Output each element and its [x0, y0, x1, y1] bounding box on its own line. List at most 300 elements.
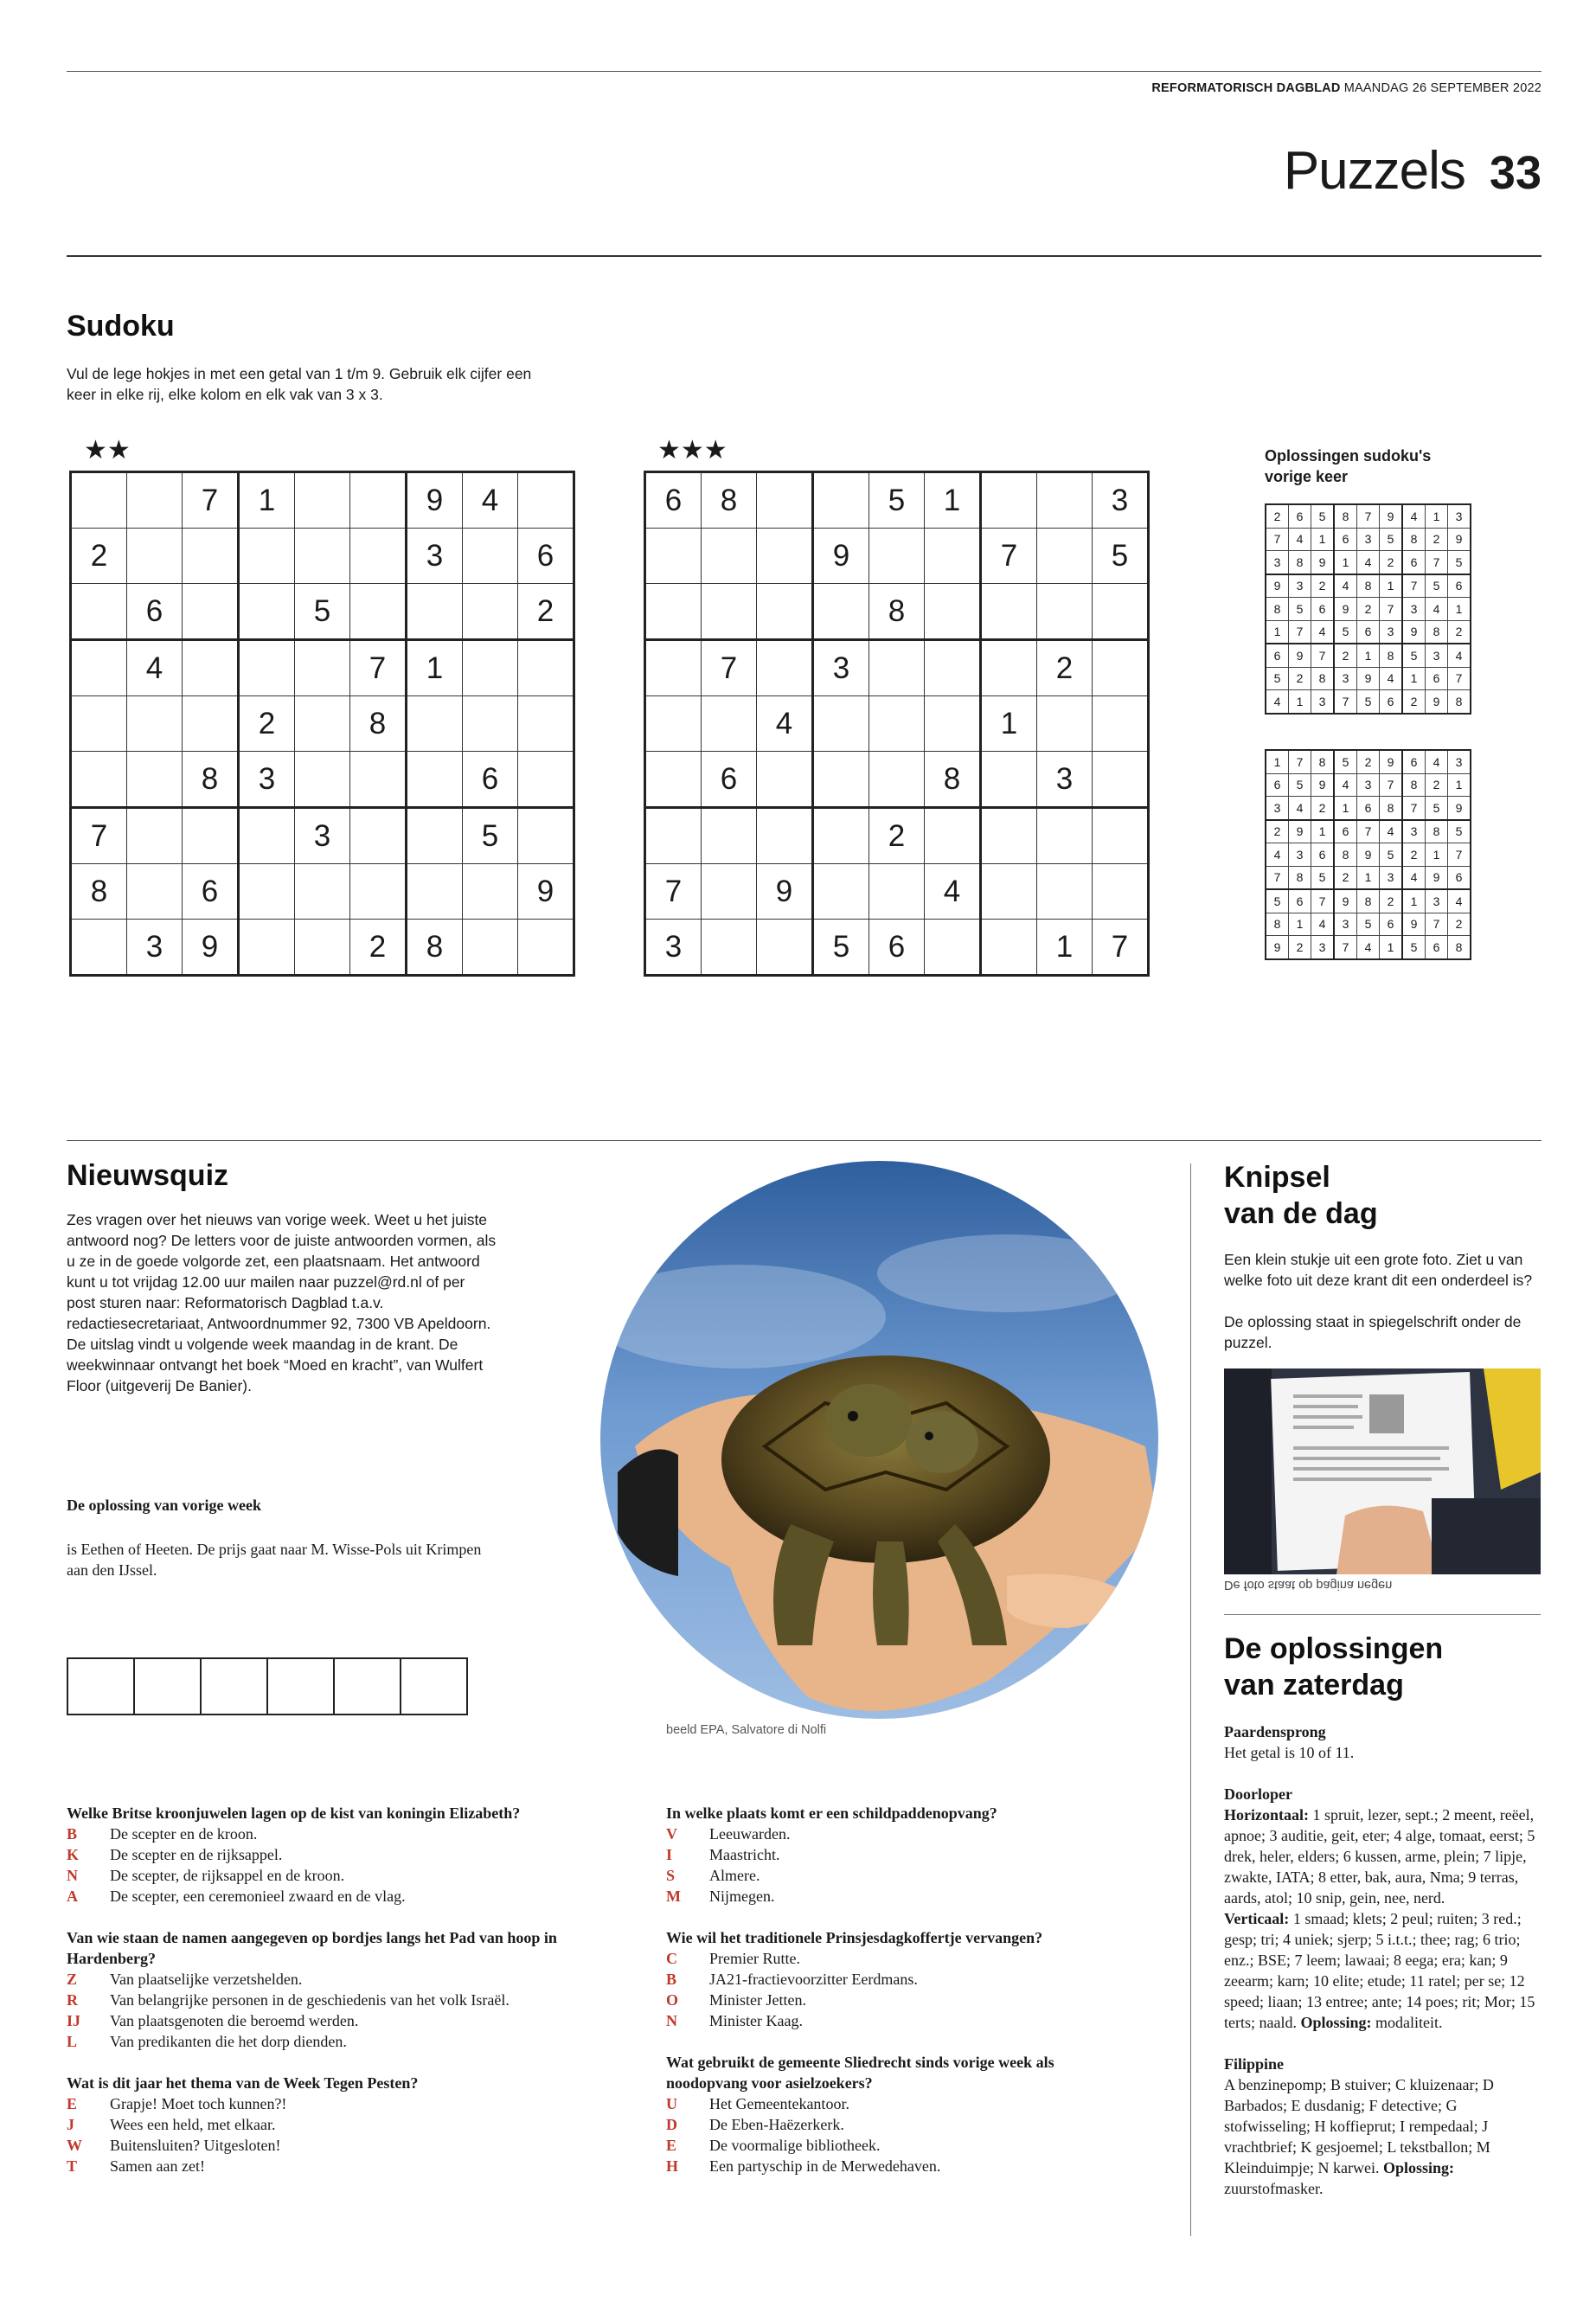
quiz-question — [666, 2052, 1090, 2176]
answer-option[interactable] — [67, 1990, 603, 2010]
sudoku-cell[interactable] — [518, 696, 574, 752]
sudoku-cell: 1 — [1357, 866, 1380, 889]
sudoku-cell[interactable] — [127, 696, 183, 752]
filippine-body — [1224, 2074, 1544, 2199]
sudoku-cell[interactable] — [127, 864, 183, 920]
sudoku-row — [1266, 750, 1471, 773]
sudoku-cell[interactable] — [925, 529, 981, 584]
sudoku-cell: 6 — [127, 584, 183, 640]
sudoku-cell[interactable] — [350, 529, 407, 584]
sudoku-cell: 4 — [1426, 598, 1448, 621]
filippine-text: A benzinepomp; B stuiver; C kluizenaar; D Barbados; E dusdanig; F detective; G stofwisseling; H koffieprut; I rempedaal; J vrachtbrief; K gesjoemel; L tekstballon; M Kleinduimpje; N karwei. — [1224, 2076, 1494, 2176]
sudoku-cell: 2 — [1426, 528, 1448, 551]
answer-option[interactable] — [67, 2093, 603, 2114]
sudoku-cell[interactable] — [183, 584, 239, 640]
sudoku-cell[interactable] — [1093, 696, 1149, 752]
option-letter: B — [666, 1971, 677, 1988]
sudoku-cell[interactable] — [645, 640, 702, 696]
sudoku-cell[interactable] — [71, 752, 127, 808]
sudoku-cell: 6 — [1402, 750, 1426, 773]
sudoku-cell[interactable] — [981, 752, 1037, 808]
answer-option[interactable] — [666, 1990, 1090, 2010]
sudoku-cell[interactable] — [71, 640, 127, 696]
sudoku-cell: 7 — [1426, 913, 1448, 936]
paardensprong-text: Het getal is 10 of 11. — [1224, 1744, 1355, 1761]
sudoku-cell[interactable] — [1037, 864, 1093, 920]
sudoku-cell[interactable] — [350, 472, 407, 529]
answer-option[interactable] — [666, 2156, 1090, 2176]
sudoku-cell: 1 — [1357, 644, 1380, 667]
sudoku-cell[interactable] — [645, 696, 702, 752]
sudoku-cell[interactable] — [981, 584, 1037, 640]
sudoku-cell[interactable] — [239, 640, 295, 696]
sudoku-cell: 9 — [1380, 750, 1403, 773]
sudoku-cell[interactable] — [1093, 584, 1149, 640]
sudoku-row — [645, 808, 1149, 864]
sudoku-cell: 1 — [1289, 690, 1311, 714]
sudoku-cell[interactable] — [813, 808, 869, 864]
sudoku-cell: 8 — [350, 696, 407, 752]
sudoku-cell: 2 — [1037, 640, 1093, 696]
question-text: Welke Britse kroonjuwelen lagen op de kist van koningin Elizabeth? — [67, 1804, 521, 1822]
sudoku-cell: 5 — [869, 472, 925, 529]
sudoku-cell[interactable] — [1037, 584, 1093, 640]
page-number: 33 — [1489, 147, 1542, 199]
sudoku-cell: 3 — [127, 920, 183, 976]
answer-option[interactable] — [666, 1886, 1090, 1907]
sudoku-cell: 1 — [925, 472, 981, 529]
sudoku-cell[interactable] — [463, 696, 518, 752]
sudoku-cell[interactable] — [71, 696, 127, 752]
sudoku-cell[interactable] — [463, 920, 518, 976]
sudoku-cell[interactable] — [869, 529, 925, 584]
sudoku-row — [71, 472, 574, 529]
sudoku-cell[interactable] — [518, 752, 574, 808]
sudoku-cell[interactable] — [757, 472, 813, 529]
sudoku-cell: 9 — [1448, 528, 1471, 551]
sudoku-cell: 2 — [1448, 620, 1471, 644]
answer-option[interactable] — [67, 2135, 603, 2156]
answer-box[interactable] — [200, 1657, 268, 1715]
sudoku-cell[interactable] — [295, 529, 350, 584]
sudoku-cell: 3 — [1311, 936, 1335, 959]
option-letter: S — [666, 1867, 676, 1884]
sudoku-cell[interactable] — [463, 864, 518, 920]
sudoku-cell: 3 — [1266, 797, 1289, 820]
answer-option[interactable] — [67, 2031, 603, 2052]
sudoku-cell[interactable] — [757, 529, 813, 584]
answer-option[interactable] — [666, 2093, 1090, 2114]
sudoku-cell: 9 — [1380, 504, 1403, 528]
sudoku-cell[interactable] — [645, 584, 702, 640]
sudoku-cell[interactable] — [757, 640, 813, 696]
sudoku-cell[interactable] — [71, 472, 127, 529]
sudoku-cell[interactable] — [813, 472, 869, 529]
sudoku-cell[interactable] — [981, 808, 1037, 864]
sudoku-cell: 9 — [1426, 690, 1448, 714]
section-name: Puzzels — [1283, 141, 1465, 201]
quiz-questions-left — [67, 1803, 603, 2197]
sudoku-cell[interactable] — [757, 584, 813, 640]
sudoku-cell[interactable] — [757, 808, 813, 864]
sudoku-cell[interactable] — [350, 864, 407, 920]
sudoku-cell[interactable] — [702, 864, 757, 920]
answer-option[interactable] — [67, 1969, 603, 1990]
sudoku-cell[interactable] — [295, 752, 350, 808]
sudoku-cell[interactable] — [702, 808, 757, 864]
sudoku-cell[interactable] — [981, 920, 1037, 976]
sudoku-cell: 6 — [1448, 574, 1471, 598]
sudoku-cell: 9 — [1311, 773, 1335, 797]
option-letter: K — [67, 1846, 80, 1863]
sudoku-cell[interactable] — [127, 529, 183, 584]
sudoku-cell: 6 — [1289, 504, 1311, 528]
sudoku-cell[interactable] — [407, 752, 463, 808]
sudoku-cell[interactable] — [295, 472, 350, 529]
sudoku-cell: 8 — [1334, 843, 1357, 867]
sudoku-cell[interactable] — [71, 584, 127, 640]
option-text: De scepter en de kroon. — [110, 1825, 258, 1843]
sudoku-cell[interactable] — [1037, 529, 1093, 584]
option-text: De Eben-Haëzerkerk. — [709, 2116, 844, 2133]
header-rule — [67, 255, 1542, 257]
doorloper-vertical — [1224, 1908, 1544, 2033]
sudoku-cell: 1 — [1334, 797, 1357, 820]
answer-option[interactable] — [666, 1969, 1090, 1990]
sudoku-cell[interactable] — [239, 808, 295, 864]
sudoku-cell[interactable] — [702, 696, 757, 752]
sudoku-cell[interactable] — [1093, 808, 1149, 864]
sudoku-cell[interactable] — [813, 752, 869, 808]
sudoku-puzzle-easy[interactable] — [69, 471, 575, 977]
sudoku-cell[interactable] — [1037, 808, 1093, 864]
knipsel-intro: Een klein stukje uit een grote foto. Ziet u van welke foto uit deze krant dit een onderdeel is? — [1224, 1251, 1533, 1289]
sudoku-cell: 4 — [1266, 843, 1289, 867]
sudoku-cell: 9 — [183, 920, 239, 976]
sudoku-cell: 8 — [1289, 551, 1311, 574]
answer-box[interactable] — [400, 1657, 468, 1715]
answer-option[interactable] — [67, 1844, 603, 1865]
sudoku-cell[interactable] — [239, 920, 295, 976]
sudoku-cell[interactable] — [350, 584, 407, 640]
sudoku-cell[interactable] — [127, 752, 183, 808]
sudoku-cell: 1 — [981, 696, 1037, 752]
sudoku-cell: 2 — [1289, 936, 1311, 959]
sudoku-cell[interactable] — [183, 696, 239, 752]
sudoku-cell: 6 — [1380, 913, 1403, 936]
sudoku-cell[interactable] — [869, 752, 925, 808]
sudoku-cell: 9 — [1266, 936, 1289, 959]
sudoku-cell: 5 — [1266, 889, 1289, 913]
sudoku-cell: 3 — [1402, 820, 1426, 843]
sudoku-cell[interactable] — [463, 640, 518, 696]
doorloper-solution-text: modaliteit. — [1371, 2014, 1443, 2031]
sudoku-cell[interactable] — [925, 584, 981, 640]
answer-box[interactable] — [266, 1657, 335, 1715]
sudoku-cell[interactable] — [407, 584, 463, 640]
sudoku-cell: 4 — [1311, 620, 1335, 644]
sudoku-row — [1266, 820, 1471, 843]
sudoku-cell: 5 — [1448, 551, 1471, 574]
sudoku-cell: 8 — [1266, 598, 1289, 621]
sudoku-cell[interactable] — [407, 808, 463, 864]
sudoku-cell: 5 — [295, 584, 350, 640]
sudoku-solution-2 — [1265, 749, 1471, 960]
sudoku-cell: 3 — [1037, 752, 1093, 808]
sudoku-row — [645, 584, 1149, 640]
sudoku-cell: 6 — [1289, 889, 1311, 913]
sudoku-cell[interactable] — [183, 640, 239, 696]
sudoku-row — [1266, 889, 1471, 913]
sudoku-cell[interactable] — [518, 472, 574, 529]
horizontal-text: 1 spruit, lezer, sept.; 2 meent, reëel, apnoe; 3 auditie, geit, eter; 4 alge, tomaat, eerst; 5 drek, heler, elders; 6 kussen, arme, plein; 7 lipje, zwakte, IATA; 8 etter, bak, aura, Nma; 9 terras, aards, atol; 10 snip, gein, nee, nerd. — [1224, 1806, 1535, 1907]
sudoku-cell: 5 — [1334, 620, 1357, 644]
sudoku-cell: 4 — [1448, 644, 1471, 667]
sudoku-row — [71, 529, 574, 584]
answer-option[interactable] — [67, 2010, 603, 2031]
sudoku-row — [645, 472, 1149, 529]
sudoku-cell[interactable] — [1093, 640, 1149, 696]
answer-option[interactable] — [666, 2135, 1090, 2156]
sudoku-cell: 6 — [1357, 620, 1380, 644]
answer-option[interactable] — [67, 2114, 603, 2135]
sudoku-cell[interactable] — [702, 920, 757, 976]
saturday-solutions-body — [1224, 1721, 1544, 2199]
sudoku-cell: 8 — [1448, 936, 1471, 959]
sudoku-cell[interactable] — [645, 752, 702, 808]
sudoku-cell: 7 — [71, 808, 127, 864]
sudoku-cell: 9 — [1402, 620, 1426, 644]
answer-option[interactable] — [666, 1865, 1090, 1886]
sudoku-cell: 7 — [1448, 667, 1471, 690]
answer-box[interactable] — [133, 1657, 202, 1715]
sudoku-cell[interactable] — [702, 584, 757, 640]
sudoku-cell[interactable] — [1037, 472, 1093, 529]
option-letter: E — [666, 2137, 677, 2154]
sudoku-cell: 4 — [1357, 551, 1380, 574]
sudoku-cell: 7 — [1334, 690, 1357, 714]
knipsel-title-line2: van de dag — [1224, 1197, 1378, 1230]
sudoku-cell: 9 — [813, 529, 869, 584]
issue-date: MAANDAG 26 SEPTEMBER 2022 — [1343, 81, 1542, 95]
sudoku-cell[interactable] — [295, 640, 350, 696]
top-rule — [67, 71, 1542, 72]
sudoku-cell[interactable] — [869, 696, 925, 752]
sudoku-cell[interactable] — [407, 864, 463, 920]
sudoku-cell: 2 — [1334, 644, 1357, 667]
sudoku-row — [71, 696, 574, 752]
sudoku-row — [1266, 913, 1471, 936]
sudoku-cell: 1 — [1311, 820, 1335, 843]
sudoku-cell: 1 — [1266, 620, 1289, 644]
answer-box[interactable] — [333, 1657, 401, 1715]
sudoku-cell: 5 — [463, 808, 518, 864]
option-text: Minister Kaag. — [709, 2012, 803, 2029]
sudoku-cell: 9 — [407, 472, 463, 529]
quiz-question — [666, 1803, 1090, 1907]
sudoku-cell[interactable] — [757, 920, 813, 976]
answer-option[interactable] — [67, 2156, 603, 2176]
sudoku-cell[interactable] — [813, 696, 869, 752]
sudoku-cell: 6 — [183, 864, 239, 920]
sudoku-row — [1266, 644, 1471, 667]
sudoku-cell[interactable] — [645, 808, 702, 864]
sudoku-cell[interactable] — [239, 529, 295, 584]
sudoku-cell[interactable] — [702, 529, 757, 584]
option-letter: M — [666, 1888, 681, 1905]
sudoku-cell: 8 — [71, 864, 127, 920]
sudoku-cell: 7 — [183, 472, 239, 529]
sudoku-cell[interactable] — [239, 584, 295, 640]
option-text: Van predikanten die het dorp dienden. — [110, 2033, 347, 2050]
option-text: Nijmegen. — [709, 1888, 775, 1905]
sudoku-cell[interactable] — [350, 752, 407, 808]
sudoku-cell: 8 — [702, 472, 757, 529]
sudoku-cell: 7 — [1448, 843, 1471, 867]
sudoku-cell: 1 — [1266, 750, 1289, 773]
sudoku-cell[interactable] — [463, 529, 518, 584]
sudoku-cell: 1 — [1380, 574, 1403, 598]
quiz-title: Nieuwsquiz — [67, 1159, 229, 1192]
sudoku-row — [1266, 504, 1471, 528]
sudoku-cell: 8 — [1402, 773, 1426, 797]
sudoku-cell[interactable] — [981, 864, 1037, 920]
sudoku-cell[interactable] — [1093, 752, 1149, 808]
sudoku-cell[interactable] — [925, 808, 981, 864]
option-letter: C — [666, 1950, 677, 1967]
option-letter: D — [666, 2116, 677, 2133]
sudoku-cell[interactable] — [183, 529, 239, 584]
sudoku-cell[interactable] — [925, 640, 981, 696]
option-text: De scepter, een ceremonieel zwaard en de vlag. — [110, 1888, 406, 1905]
sudoku-cell[interactable] — [981, 472, 1037, 529]
sudoku-cell: 8 — [1402, 528, 1426, 551]
sudoku-cell: 4 — [1289, 797, 1311, 820]
sudoku-cell[interactable] — [1093, 864, 1149, 920]
answer-option[interactable] — [666, 2114, 1090, 2135]
sudoku-cell[interactable] — [645, 529, 702, 584]
sudoku-cell[interactable] — [71, 920, 127, 976]
question-text: Wie wil het traditionele Prinsjesdagkoffertje vervangen? — [666, 1929, 1043, 1946]
sudoku-cell: 7 — [1289, 750, 1311, 773]
sudoku-cell[interactable] — [925, 920, 981, 976]
answer-option[interactable] — [67, 1886, 603, 1907]
sudoku-row — [1266, 773, 1471, 797]
question-text: Wat is dit jaar het thema van de Week Tegen Pesten? — [67, 2074, 419, 2092]
sudoku-cell: 1 — [1311, 528, 1335, 551]
option-letter: N — [67, 1867, 78, 1884]
sudoku-cell: 2 — [1380, 551, 1403, 574]
sudoku-cell: 4 — [127, 640, 183, 696]
sudoku-cell: 5 — [1380, 528, 1403, 551]
answer-option[interactable] — [666, 1948, 1090, 1969]
sudoku-cell[interactable] — [1037, 696, 1093, 752]
sudoku-cell[interactable] — [350, 808, 407, 864]
sudoku-cell[interactable] — [463, 584, 518, 640]
sudoku-cell: 4 — [1402, 866, 1426, 889]
sudoku-cell: 6 — [645, 472, 702, 529]
sudoku-row — [71, 920, 574, 976]
sudoku-cell: 8 — [183, 752, 239, 808]
sudoku-cell[interactable] — [813, 864, 869, 920]
sudoku-cell: 1 — [1426, 843, 1448, 867]
sudoku-cell[interactable] — [869, 864, 925, 920]
difficulty-three-stars: ★★★ — [657, 436, 727, 465]
sudoku-cell: 3 — [645, 920, 702, 976]
option-letter: H — [666, 2157, 679, 2175]
sudoku-cell[interactable] — [518, 808, 574, 864]
sudoku-cell: 6 — [1334, 528, 1357, 551]
sudoku-cell: 6 — [1266, 773, 1289, 797]
sudoku-cell: 7 — [981, 529, 1037, 584]
answer-option[interactable] — [67, 1823, 603, 1844]
sudoku-cell[interactable] — [981, 640, 1037, 696]
sudoku-row — [1266, 797, 1471, 820]
vertical-text: 1 smaad; klets; 2 peul; ruiten; 3 red.; gesp; tri; 4 uniek; sjerp; 5 i.t.t.; thee; rag; 6 trio; enz.; BSE; 7 leem; lawaai; 8 eega; era; kan; 9 zeearm; karn; 10 elite; etude; 11 ratel; per se; 12 speed; liaan; 13 entree; ante; 14 poes; rit; Mor; 15 terts; naald. — [1224, 1910, 1535, 2031]
answer-option[interactable] — [666, 1844, 1090, 1865]
option-text: Een partyschip in de Merwedehaven. — [709, 2157, 941, 2175]
answer-option[interactable] — [666, 1823, 1090, 1844]
option-letter: IJ — [67, 2012, 81, 2029]
option-letter: I — [666, 1846, 673, 1863]
sudoku-cell: 9 — [1357, 843, 1380, 867]
sudoku-cell: 3 — [1448, 504, 1471, 528]
sudoku-cell: 2 — [239, 696, 295, 752]
sudoku-cell: 8 — [1380, 644, 1403, 667]
sudoku-cell[interactable] — [295, 920, 350, 976]
sudoku-row — [1266, 936, 1471, 959]
quiz-question — [666, 1927, 1090, 2031]
horizontal-label: Horizontaal: — [1224, 1806, 1309, 1823]
sudoku-cell: 7 — [1266, 528, 1289, 551]
quiz-question — [67, 1927, 603, 2052]
sudoku-cell: 5 — [1448, 820, 1471, 843]
sudoku-cell: 3 — [295, 808, 350, 864]
sudoku-cell: 5 — [1402, 936, 1426, 959]
answer-option[interactable] — [666, 2010, 1090, 2031]
sudoku-cell[interactable] — [407, 696, 463, 752]
sudoku-cell: 2 — [1448, 913, 1471, 936]
sudoku-cell[interactable] — [925, 696, 981, 752]
sudoku-cell: 3 — [1426, 644, 1448, 667]
sudoku-cell[interactable] — [127, 472, 183, 529]
sudoku-cell: 9 — [1357, 667, 1380, 690]
answer-box[interactable] — [67, 1657, 135, 1715]
sudoku-cell[interactable] — [757, 752, 813, 808]
sudoku-cell: 9 — [1402, 913, 1426, 936]
answer-boxes[interactable] — [67, 1657, 466, 1715]
sudoku-cell: 8 — [1311, 750, 1335, 773]
sudoku-cell[interactable] — [183, 808, 239, 864]
sudoku-cell[interactable] — [295, 864, 350, 920]
sudoku-cell[interactable] — [295, 696, 350, 752]
sudoku-cell[interactable] — [239, 864, 295, 920]
sudoku-cell[interactable] — [127, 808, 183, 864]
sudoku-row — [1266, 843, 1471, 867]
sudoku-cell[interactable] — [813, 584, 869, 640]
knipsel-photo — [1224, 1368, 1541, 1574]
turtle-photo — [600, 1161, 1158, 1719]
sudoku-cell[interactable] — [518, 640, 574, 696]
sudoku-cell[interactable] — [518, 920, 574, 976]
sudoku-puzzle-hard[interactable] — [644, 471, 1150, 977]
answer-option[interactable] — [67, 1865, 603, 1886]
sudoku-cell[interactable] — [869, 640, 925, 696]
option-text: De scepter en de rijksappel. — [110, 1846, 283, 1863]
sudoku-cell: 4 — [1334, 773, 1357, 797]
option-text: Van plaatselijke verzetshelden. — [110, 1971, 303, 1988]
sudoku-cell: 5 — [1289, 598, 1311, 621]
